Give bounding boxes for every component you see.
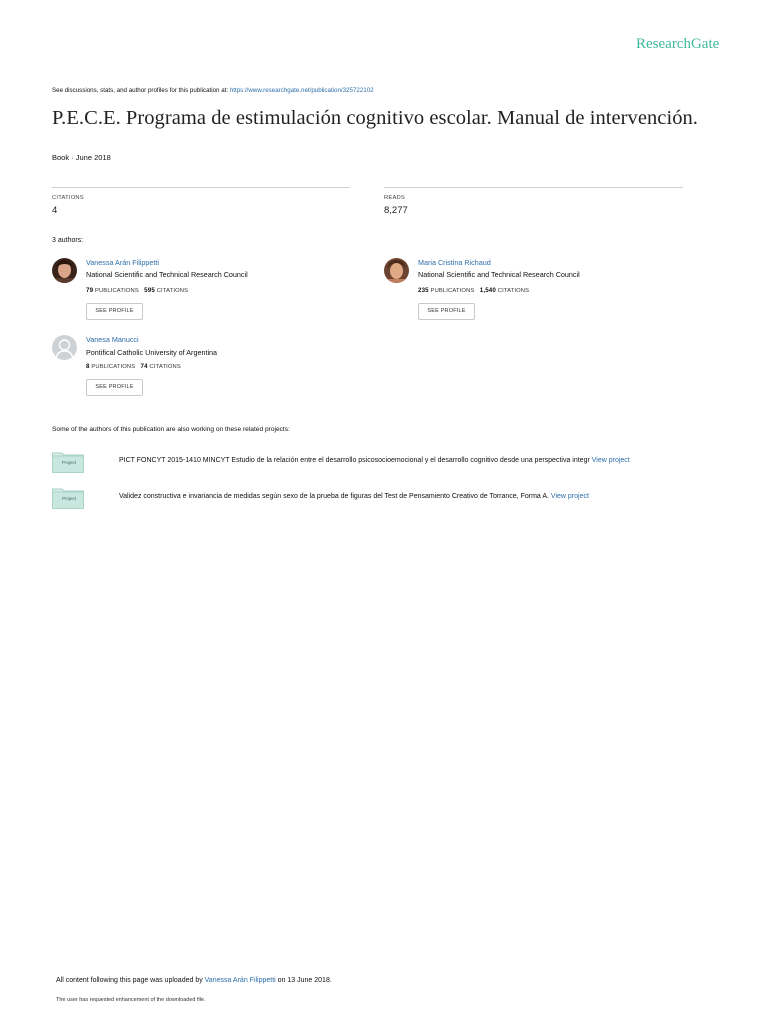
publication-url-link[interactable]: https://www.researchgate.net/publication/325722102	[229, 87, 374, 94]
publications-label: PUBLICATIONS	[91, 364, 136, 370]
citations-label: CITATIONS	[149, 364, 181, 370]
project-icon-label: Project	[62, 460, 77, 465]
publications-count: 79	[86, 287, 94, 294]
author-institution: National Scientific and Technical Research Council	[418, 270, 580, 279]
citations-count: 595	[144, 287, 155, 294]
upload-prefix: All content following this page was uploaded by	[56, 977, 205, 984]
view-project-link[interactable]: View project	[591, 457, 630, 464]
see-profile-button[interactable]: SEE PROFILE	[86, 303, 143, 320]
see-profile-button[interactable]: SEE PROFILE	[86, 379, 143, 396]
citations-count: 74	[140, 363, 148, 370]
project-item	[119, 493, 589, 500]
publications-count: 235	[418, 287, 429, 294]
author-name-link[interactable]: Maria Cristina Richaud	[418, 258, 491, 267]
author-institution: Pontifical Catholic University of Argentina	[86, 348, 218, 357]
author-stats	[86, 287, 188, 294]
citations-label: CITATIONS	[52, 195, 84, 201]
enhancement-note: The user has requested enhancement of the downloaded file.	[56, 997, 206, 1003]
citations-label: CITATIONS	[156, 288, 189, 294]
avatar[interactable]	[52, 258, 77, 283]
author-photo-icon	[52, 258, 77, 283]
citations-value: 4	[52, 205, 58, 216]
view-project-link[interactable]: View project	[550, 493, 589, 500]
discussion-line	[52, 87, 374, 94]
author-institution: National Scientific and Technical Research Council	[86, 270, 248, 279]
project-icon-label: Project	[62, 496, 77, 501]
authors-heading: 3 authors:	[52, 237, 84, 244]
avatar[interactable]	[52, 335, 77, 360]
related-projects-heading: Some of the authors of this publication are also working on these related projects:	[52, 426, 290, 433]
reads-label: READS	[384, 195, 405, 201]
upload-note	[56, 977, 332, 984]
reads-divider	[384, 187, 683, 188]
project-title: Validez constructiva e invariancia de medidas según sexo de la prueba de figuras del Test de Pensamiento Creativo de Torrance, Forma A.	[119, 493, 551, 500]
author-name-link[interactable]: Vanessa Arán Filippetti	[86, 258, 159, 267]
default-user-icon	[52, 335, 77, 360]
author-photo-icon	[384, 258, 409, 283]
discussion-prefix: See discussions, stats, and author profiles for this publication at:	[52, 87, 230, 94]
citations-divider	[52, 187, 350, 188]
uploader-link[interactable]: Vanessa Arán Filippetti	[204, 977, 276, 984]
avatar[interactable]	[384, 258, 409, 283]
publications-count: 8	[86, 363, 90, 370]
publication-title: P.E.C.E. Programa de estimulación cognitivo escolar. Manual de intervención.	[52, 107, 698, 129]
citations-label: CITATIONS	[497, 288, 530, 294]
project-title: PICT FONCYT 2015-1410 MINCYT Estudio de la relación entre el desarrollo psicosocioemocional y el desarrollo cognitivo desde una perspectiva integr	[119, 457, 592, 464]
project-item	[119, 457, 630, 464]
citations-count: 1,540	[479, 287, 496, 294]
publications-label: PUBLICATIONS	[94, 288, 139, 294]
author-stats	[418, 287, 529, 294]
publication-type-date: Book · June 2018	[52, 153, 111, 162]
author-name-link[interactable]: Vanesa Manucci	[86, 335, 139, 344]
upload-suffix: on 13 June 2018.	[275, 977, 332, 984]
researchgate-logo[interactable]: ResearchGate	[636, 36, 720, 52]
see-profile-button[interactable]: SEE PROFILE	[418, 303, 475, 320]
reads-value: 8,277	[384, 205, 408, 216]
publications-label: PUBLICATIONS	[430, 288, 475, 294]
author-stats	[86, 363, 181, 370]
